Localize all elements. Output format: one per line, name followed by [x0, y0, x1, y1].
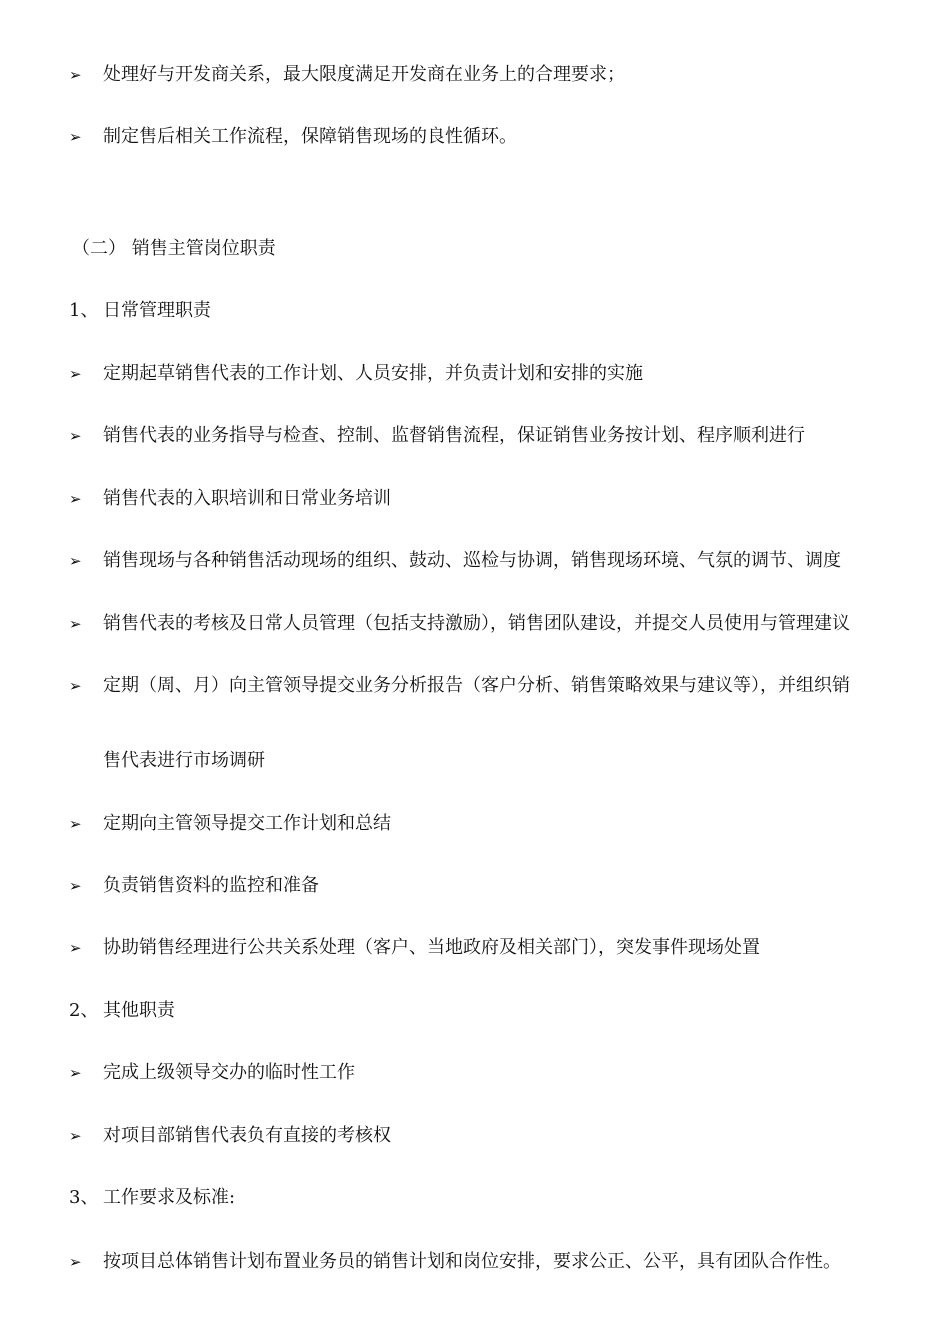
- arrow-bullet-icon: ➢: [69, 1127, 82, 1145]
- arrow-bullet-icon: ➢: [69, 815, 82, 833]
- list-item: [0, 1121, 950, 1151]
- arrow-bullet-icon: ➢: [69, 427, 82, 445]
- list-item-text: 完成上级领导交办的临时性工作: [103, 1062, 355, 1083]
- arrow-bullet-icon: ➢: [69, 615, 82, 633]
- arrow-bullet-icon: ➢: [69, 128, 82, 146]
- subsection-heading: [0, 1183, 950, 1213]
- list-item-text: 销售代表的入职培训和日常业务培训: [103, 488, 391, 509]
- list-item: [0, 484, 950, 514]
- arrow-bullet-icon: ➢: [69, 1064, 82, 1082]
- list-item: [0, 809, 950, 839]
- list-item-text: 按项目总体销售计划布置业务员的销售计划和岗位安排，要求公正、公平，具有团队合作性。: [103, 1251, 841, 1272]
- section-title: （二） 销售主管岗位职责: [72, 238, 276, 259]
- list-item-text: 销售现场与各种销售活动现场的组织、鼓动、巡检与协调，销售现场环境、气氛的调节、调度: [103, 550, 841, 571]
- arrow-bullet-icon: ➢: [69, 365, 82, 383]
- list-item: [0, 671, 950, 701]
- subsection-heading: [0, 996, 950, 1026]
- list-item-text: 对项目部销售代表负有直接的考核权: [103, 1125, 391, 1146]
- list-item: [0, 546, 950, 576]
- list-item: [0, 871, 950, 901]
- list-item-text: 负责销售资料的监控和准备: [103, 875, 319, 896]
- list-item: [0, 421, 950, 451]
- arrow-bullet-icon: ➢: [69, 677, 82, 695]
- list-item: [0, 122, 950, 152]
- list-item-text: 定期（周、月）向主管领导提交业务分析报告（客户分析、销售策略效果与建议等），并组织销: [103, 675, 850, 696]
- arrow-bullet-icon: ➢: [69, 1253, 82, 1271]
- list-item: [0, 1058, 950, 1088]
- arrow-bullet-icon: ➢: [69, 877, 82, 895]
- list-item: [0, 1247, 950, 1277]
- arrow-bullet-icon: ➢: [69, 490, 82, 508]
- subsection-title: 日常管理职责: [103, 300, 211, 321]
- list-item: [0, 60, 950, 90]
- list-item-text: 定期向主管领导提交工作计划和总结: [103, 813, 391, 834]
- arrow-bullet-icon: ➢: [69, 66, 82, 84]
- list-item: [0, 933, 950, 963]
- list-item-text: 定期起草销售代表的工作计划、人员安排，并负责计划和安排的实施: [103, 363, 643, 384]
- list-item-text: 销售代表的考核及日常人员管理（包括支持激励），销售团队建设，并提交人员使用与管理建议: [103, 613, 850, 634]
- subsection-number: 1、: [69, 300, 99, 321]
- list-item: [0, 359, 950, 389]
- list-item-text: 协助销售经理进行公共关系处理（客户、当地政府及相关部门），突发事件现场处置: [103, 937, 760, 958]
- list-item-text: 制定售后相关工作流程，保障销售现场的良性循环。: [103, 126, 517, 147]
- arrow-bullet-icon: ➢: [69, 939, 82, 957]
- subsection-title: 工作要求及标准:: [103, 1187, 236, 1208]
- list-item-continuation: [0, 746, 950, 776]
- subsection-number: 3、: [69, 1187, 99, 1208]
- list-item-text: 售代表进行市场调研: [103, 750, 265, 771]
- list-item-text: 处理好与开发商关系，最大限度满足开发商在业务上的合理要求；: [103, 64, 625, 85]
- list-item: [0, 609, 950, 639]
- arrow-bullet-icon: ➢: [69, 552, 82, 570]
- subsection-heading: [0, 296, 950, 326]
- subsection-title: 其他职责: [103, 1000, 175, 1021]
- section-heading: [0, 234, 950, 264]
- subsection-number: 2、: [69, 1000, 99, 1021]
- list-item-text: 销售代表的业务指导与检查、控制、监督销售流程，保证销售业务按计划、程序顺利进行: [103, 425, 805, 446]
